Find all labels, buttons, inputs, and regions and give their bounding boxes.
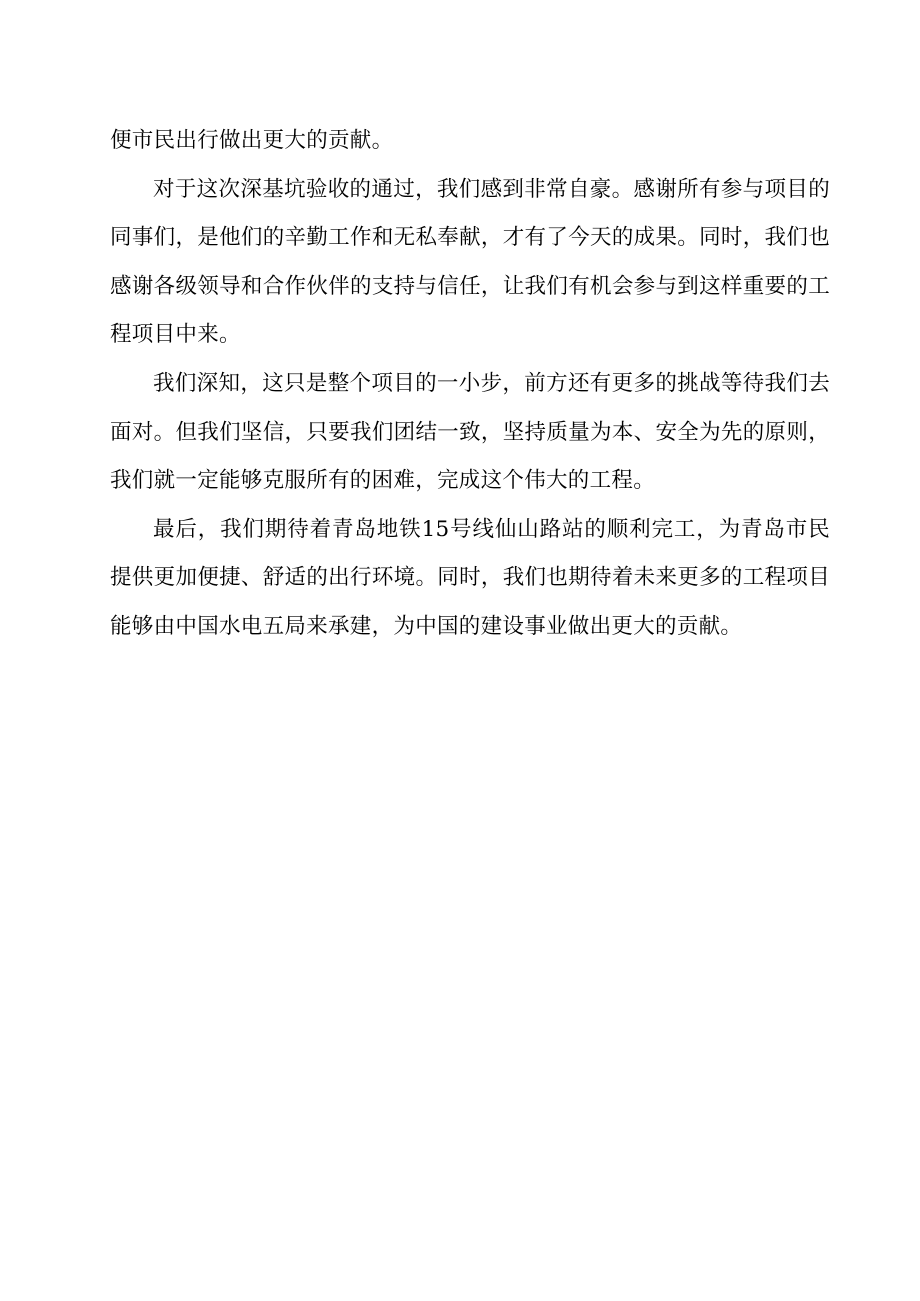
paragraph-challenges: 我们深知，这只是整个项目的一小步，前方还有更多的挑战等待我们去面对。但我们坚信，只要我们团结一致，坚持质量为本、安全为先的原则，我们就一定能够克服所有的困难，完成这个伟大的工程。 xyxy=(110,370,830,494)
paragraph-closing: 最后，我们期待着青岛地铁15号线仙山路站的顺利完工，为青岛市民提供更加便捷、舒适的出行环境。同时，我们也期待着未来更多的工程项目能够由中国水电五局来承建，为中国的建设事业做出更大的贡献。 xyxy=(110,516,830,639)
paragraph-continuation: 便市民出行做出更大的贡献。 xyxy=(110,128,394,153)
paragraph-acknowledgement: 对于这次深基坑验收的通过，我们感到非常自豪。感谢所有参与项目的同事们，是他们的辛勤工作和无私奉献，才有了今天的成果。同时，我们也感谢各级领导和合作伙伴的支持与信任，让我们有机会参与到这样重要的工程项目中来。 xyxy=(110,176,830,348)
document-body xyxy=(110,117,830,652)
